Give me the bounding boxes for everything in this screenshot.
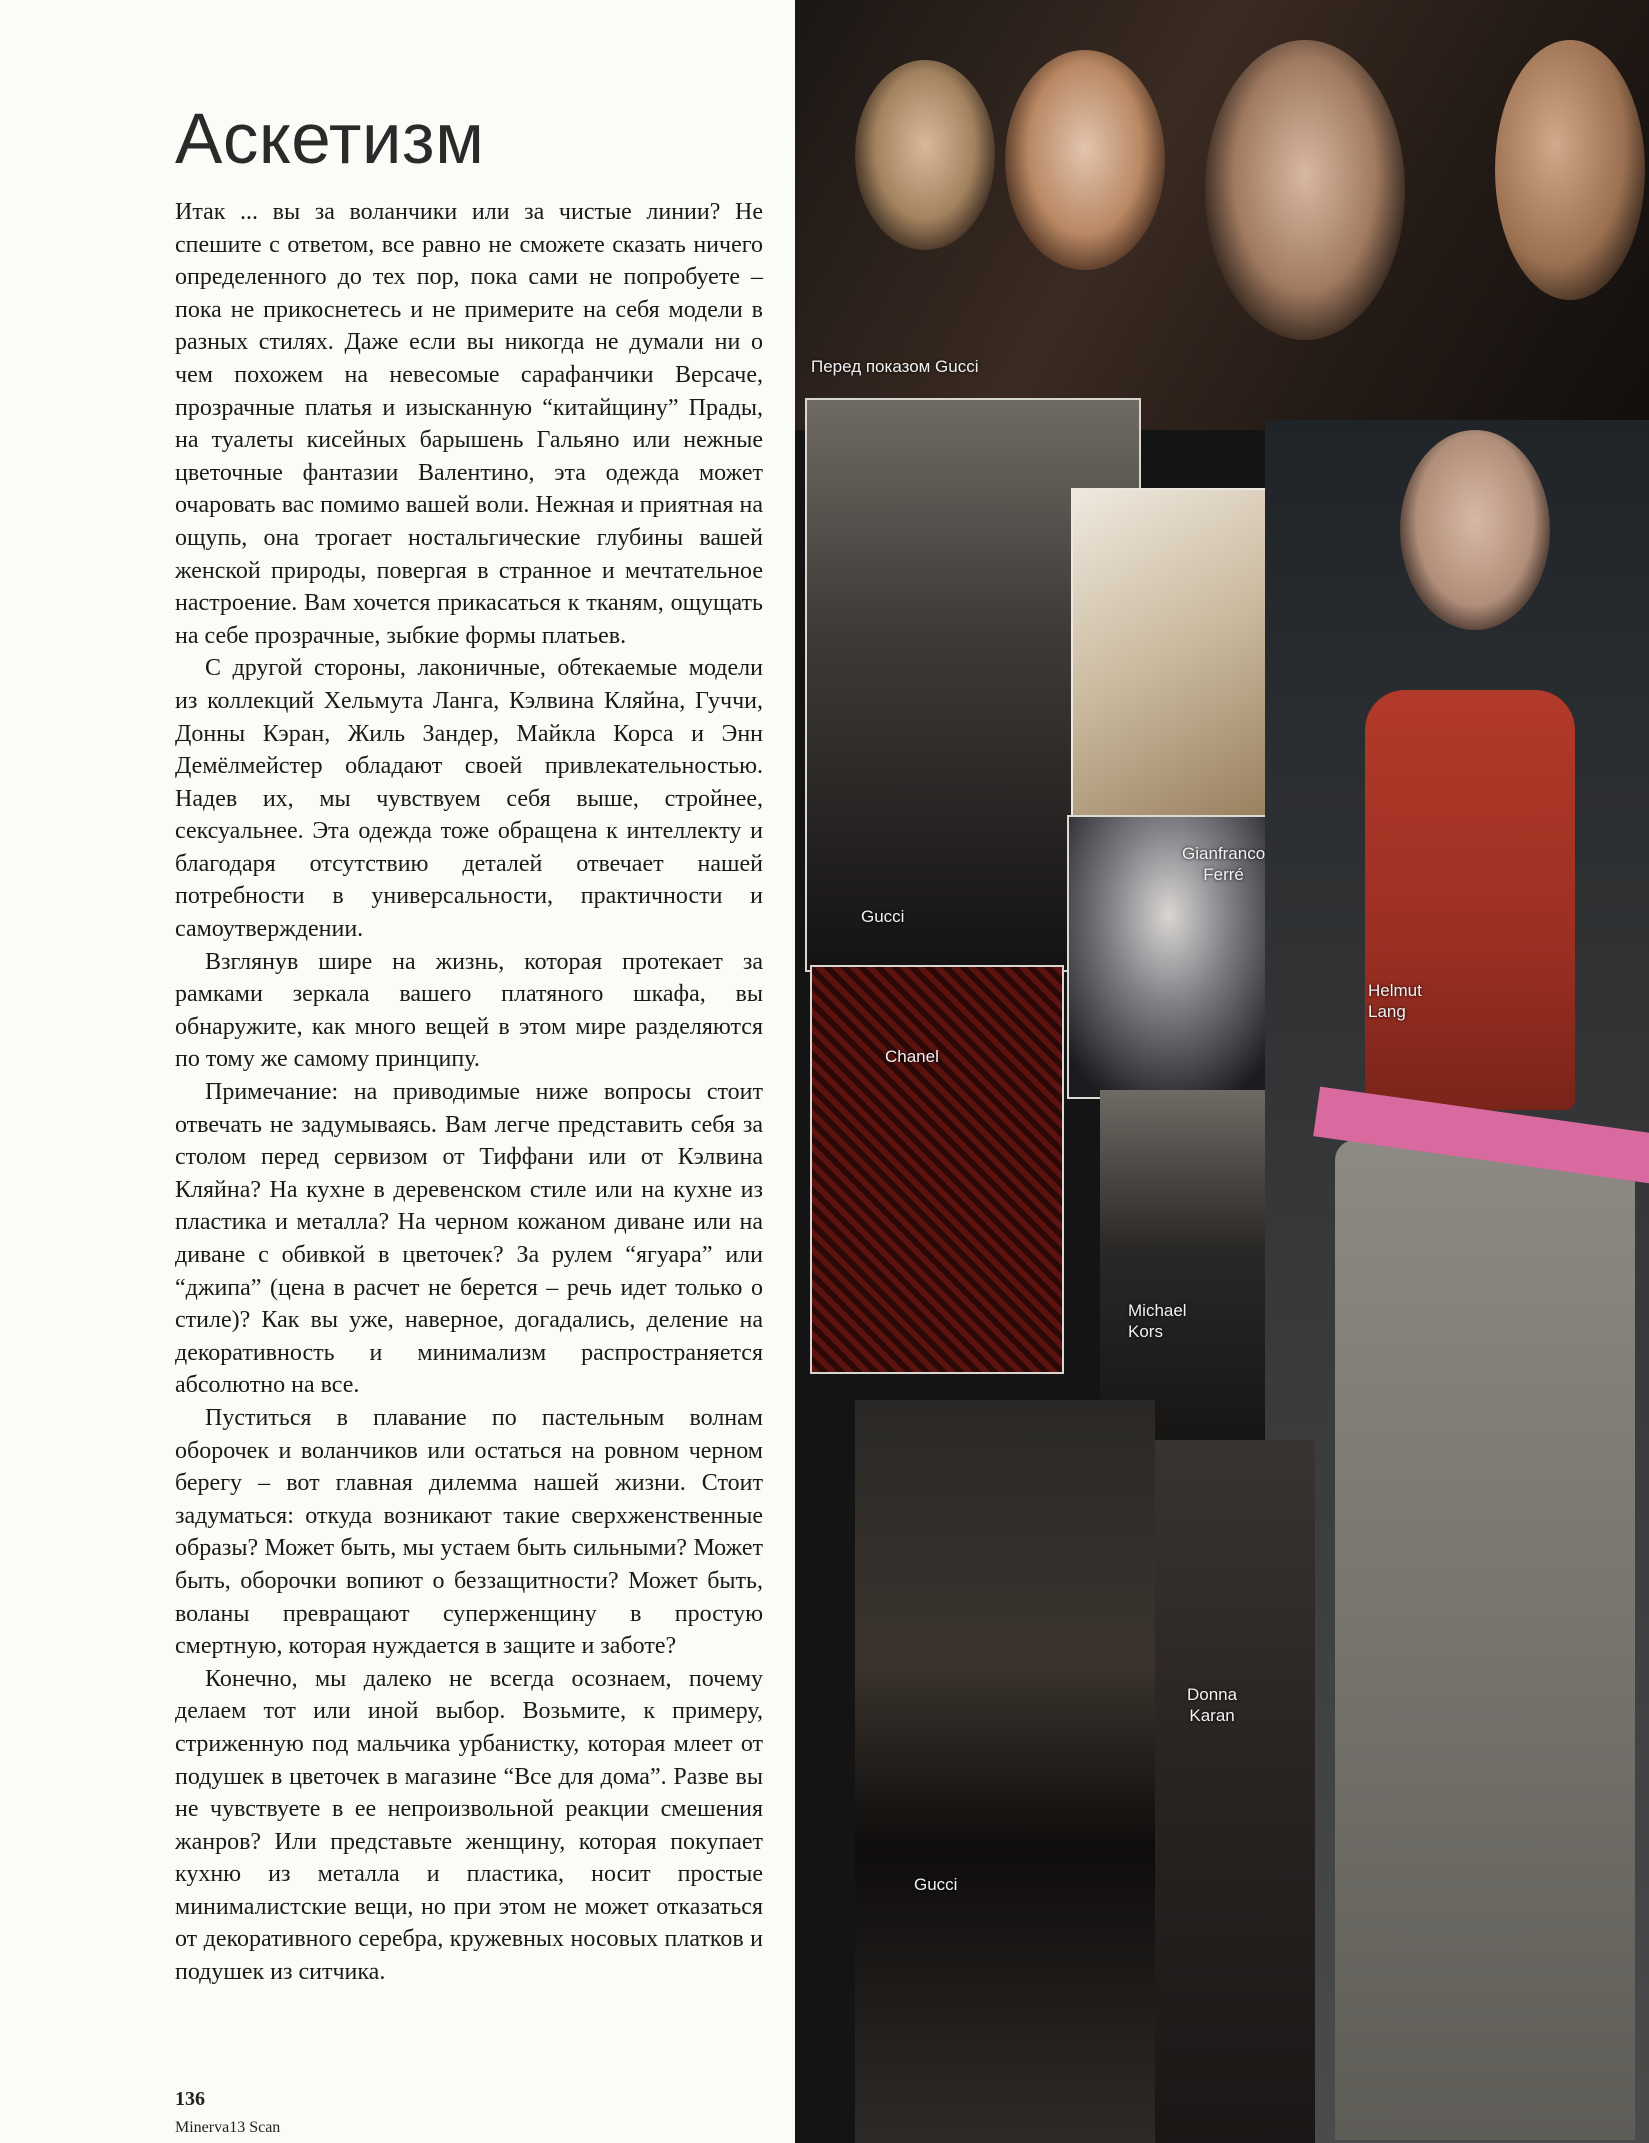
article-column [175,100,763,1989]
photo-collage [795,0,1649,2143]
gucci-bottom-photo [855,1400,1155,2143]
article-paragraph: Итак ... вы за воланчики или за чистые линии? Не спешите с ответом, все равно не сможете сказать ничего определенного до тех пор, пока сами не попробуете – пока не прикоснетесь и не примерите на себя модели в разных стилях. Даже если вы никогда не думали ни о чем похожем на невесомые сарафанчики Версаче, прозрачные платья и изысканную “китайщину” Прады, на туалеты кисейных барышень Гальяно или нежные цветочные фантазии Валентино, эта одежда может очаровать вас помимо вашей воли. Нежная и приятная на ощупь, она трогает ностальгические глубины вашей женской природы, повергая в странное и мечтательное настроение. Вам хочется прикасаться к тканям, ощущать на себе прозрачные, зыбкие формы платьев. [175,199,763,649]
article-paragraph: Примечание: на приводимые ниже вопросы стоит отвечать не задумываясь. Вам легче представить себя за столом перед сервизом от Тиффани или от Кэлвина Кляйна? На кухне в деревенском стиле или на кухне из пластика и металла? На черном кожаном диване или на диване с обивкой в цветочек? За рулем “ягуара” или “джипа” (цена в расчет не берется – речь идет только о стиле)? Как вы уже, наверное, догадались, деление на декоративность и минимализм распространяется абсолютно на все. [175,1079,763,1399]
caption-ferre: Gianfranco Ferré [1182,844,1266,884]
scan-credit: Minerva13 Scan [175,2119,281,2136]
caption-donna-karan: Donna Karan [1187,1685,1238,1725]
article-paragraph: С другой стороны, лаконичные, обтекаемые модели из коллекций Хельмута Ланга, Кэлвина Кляйна, Гуччи, Донны Кэран, Жиль Зандер, Майкла Корса и Энн Демёлмейстер обладают своей привлекательностью. Надев их, мы чувствуем себя выше, стройнее, сексуальнее. Эта одежда тоже обращена к интеллекту и благодаря отсутствию деталей отвечает нашей потребности в универсальности, практичности и самоутверждении. [175,655,763,943]
caption-gucci-top: Gucci [861,907,905,926]
article-paragraph: Конечно, мы далеко не всегда осознаем, почему делаем тот или иной выбор. Возьмите, к примеру, стриженную под мальчика урбанистку, которая млеет от подушек в цветочек в магазине “Все для дома”. Разве вы не чувствуете в ее непроизвольной реакции смешения жанров? Или представьте женщину, которая покупает кухню из металла и пластика, носит простые минималистские вещи, но при этом не может отказаться от декоративного серебра, кружевных носовых платков и подушек из ситчика. [175,1665,763,1986]
caption-gucci-bottom: Gucci [914,1875,958,1894]
caption-chanel: Chanel [885,1047,939,1066]
page-number: 136 [175,2088,205,2110]
chanel-shoe-photo [810,965,1064,1374]
caption-backstage: Перед показом Gucci [811,357,979,376]
caption-helmut-lang: Helmut Lang [1368,981,1422,1021]
article-paragraph: Взглянув шире на жизнь, которая протекает за рамками зеркала вашего платяного шкафа, вы обнаружите, как много вещей в этом мире разделяются по тому же самому принципу. [175,948,763,1073]
caption-michael-kors: Michael Kors [1128,1301,1187,1341]
helmut-lang-photo [1265,420,1649,2143]
article-paragraph: Пуститься в плавание по пастельным волнам оборочек и воланчиков или остаться на ровном черном берегу – вот главная дилемма нашей жизни. Стоит задуматься: откуда возникают такие сверхженственные образы? Может быть, мы устаем быть сильными? Может быть, оборочки вопиют о беззащитности? Может быть, воланы превращают суперженщину в простую смертную, которая нуждается в защите и заботе? [175,1404,763,1660]
article-title: Аскетизм [175,100,485,179]
